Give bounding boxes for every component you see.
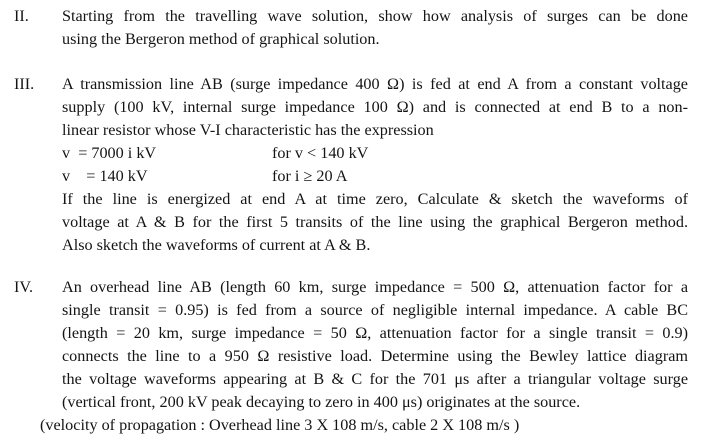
question-3-line-3: linear resistor whose V-I characteristic has the expression [62, 121, 434, 139]
question-2-line-1: Starting from the travelling wave solution, show how analysis of surges can be done [62, 7, 688, 25]
question-3-text [62, 73, 688, 257]
characteristic-row-2 [62, 165, 688, 188]
question-4-number: IV. [14, 278, 34, 296]
question-2-number: II. [14, 7, 29, 25]
question-4-line-6: (vertical front, 200 kV peak decaying to zero in 400 μs) originates at the source. [62, 393, 581, 411]
question-4-line-5: the voltage waveforms appearing at B & C for the 701 μs after a triangular voltage surge [62, 370, 688, 388]
question-2-line-2: using the Bergeron method of graphical solution. [62, 30, 380, 48]
characteristic-row-1 [62, 142, 688, 165]
question-4-text [62, 276, 688, 414]
question-3-line-5: voltage at A & B for the first 5 transits of the line using the graphical Bergeron method. [62, 213, 688, 231]
question-3-line-6: Also sketch the waveforms of current at A & B. [62, 236, 371, 254]
question-4-line-2: single transit = 0.95) is fed from a source of negligible internal impedance. A cable BC [62, 301, 688, 319]
question-4-footnote: (velocity of propagation : Overhead line 3 X 108 m/s, cable 2 X 108 m/s ) [40, 416, 520, 434]
characteristic-expr-2: v = 140 kV [62, 167, 148, 185]
question-2-text [62, 5, 688, 51]
question-3-line-4: If the line is energized at end A at time zero, Calculate & sketch the waveforms of [62, 190, 688, 208]
question-4-line-1: An overhead line AB (length 60 km, surge impedance = 500 Ω, attenuation factor for a [62, 278, 688, 296]
characteristic-cond-2: for i ≥ 20 A [272, 167, 348, 185]
question-4-line-3: (length = 20 km, surge impedance = 50 Ω, attenuation factor for a single transit = 0.9) [62, 324, 688, 342]
question-3-number: III. [14, 75, 35, 93]
question-4-line-4: connects the line to a 950 Ω resistive load. Determine using the Bewley lattice diagram [62, 347, 688, 365]
characteristic-cond-1: for v < 140 kV [272, 144, 369, 162]
characteristic-expr-1: v = 7000 i kV [62, 144, 157, 162]
question-3-line-1: A transmission line AB (surge impedance 400 Ω) is fed at end A from a constant voltage [62, 75, 688, 93]
question-3-line-2: supply (100 kV, internal surge impedance 100 Ω) and is connected at end B to a non- [62, 98, 688, 116]
